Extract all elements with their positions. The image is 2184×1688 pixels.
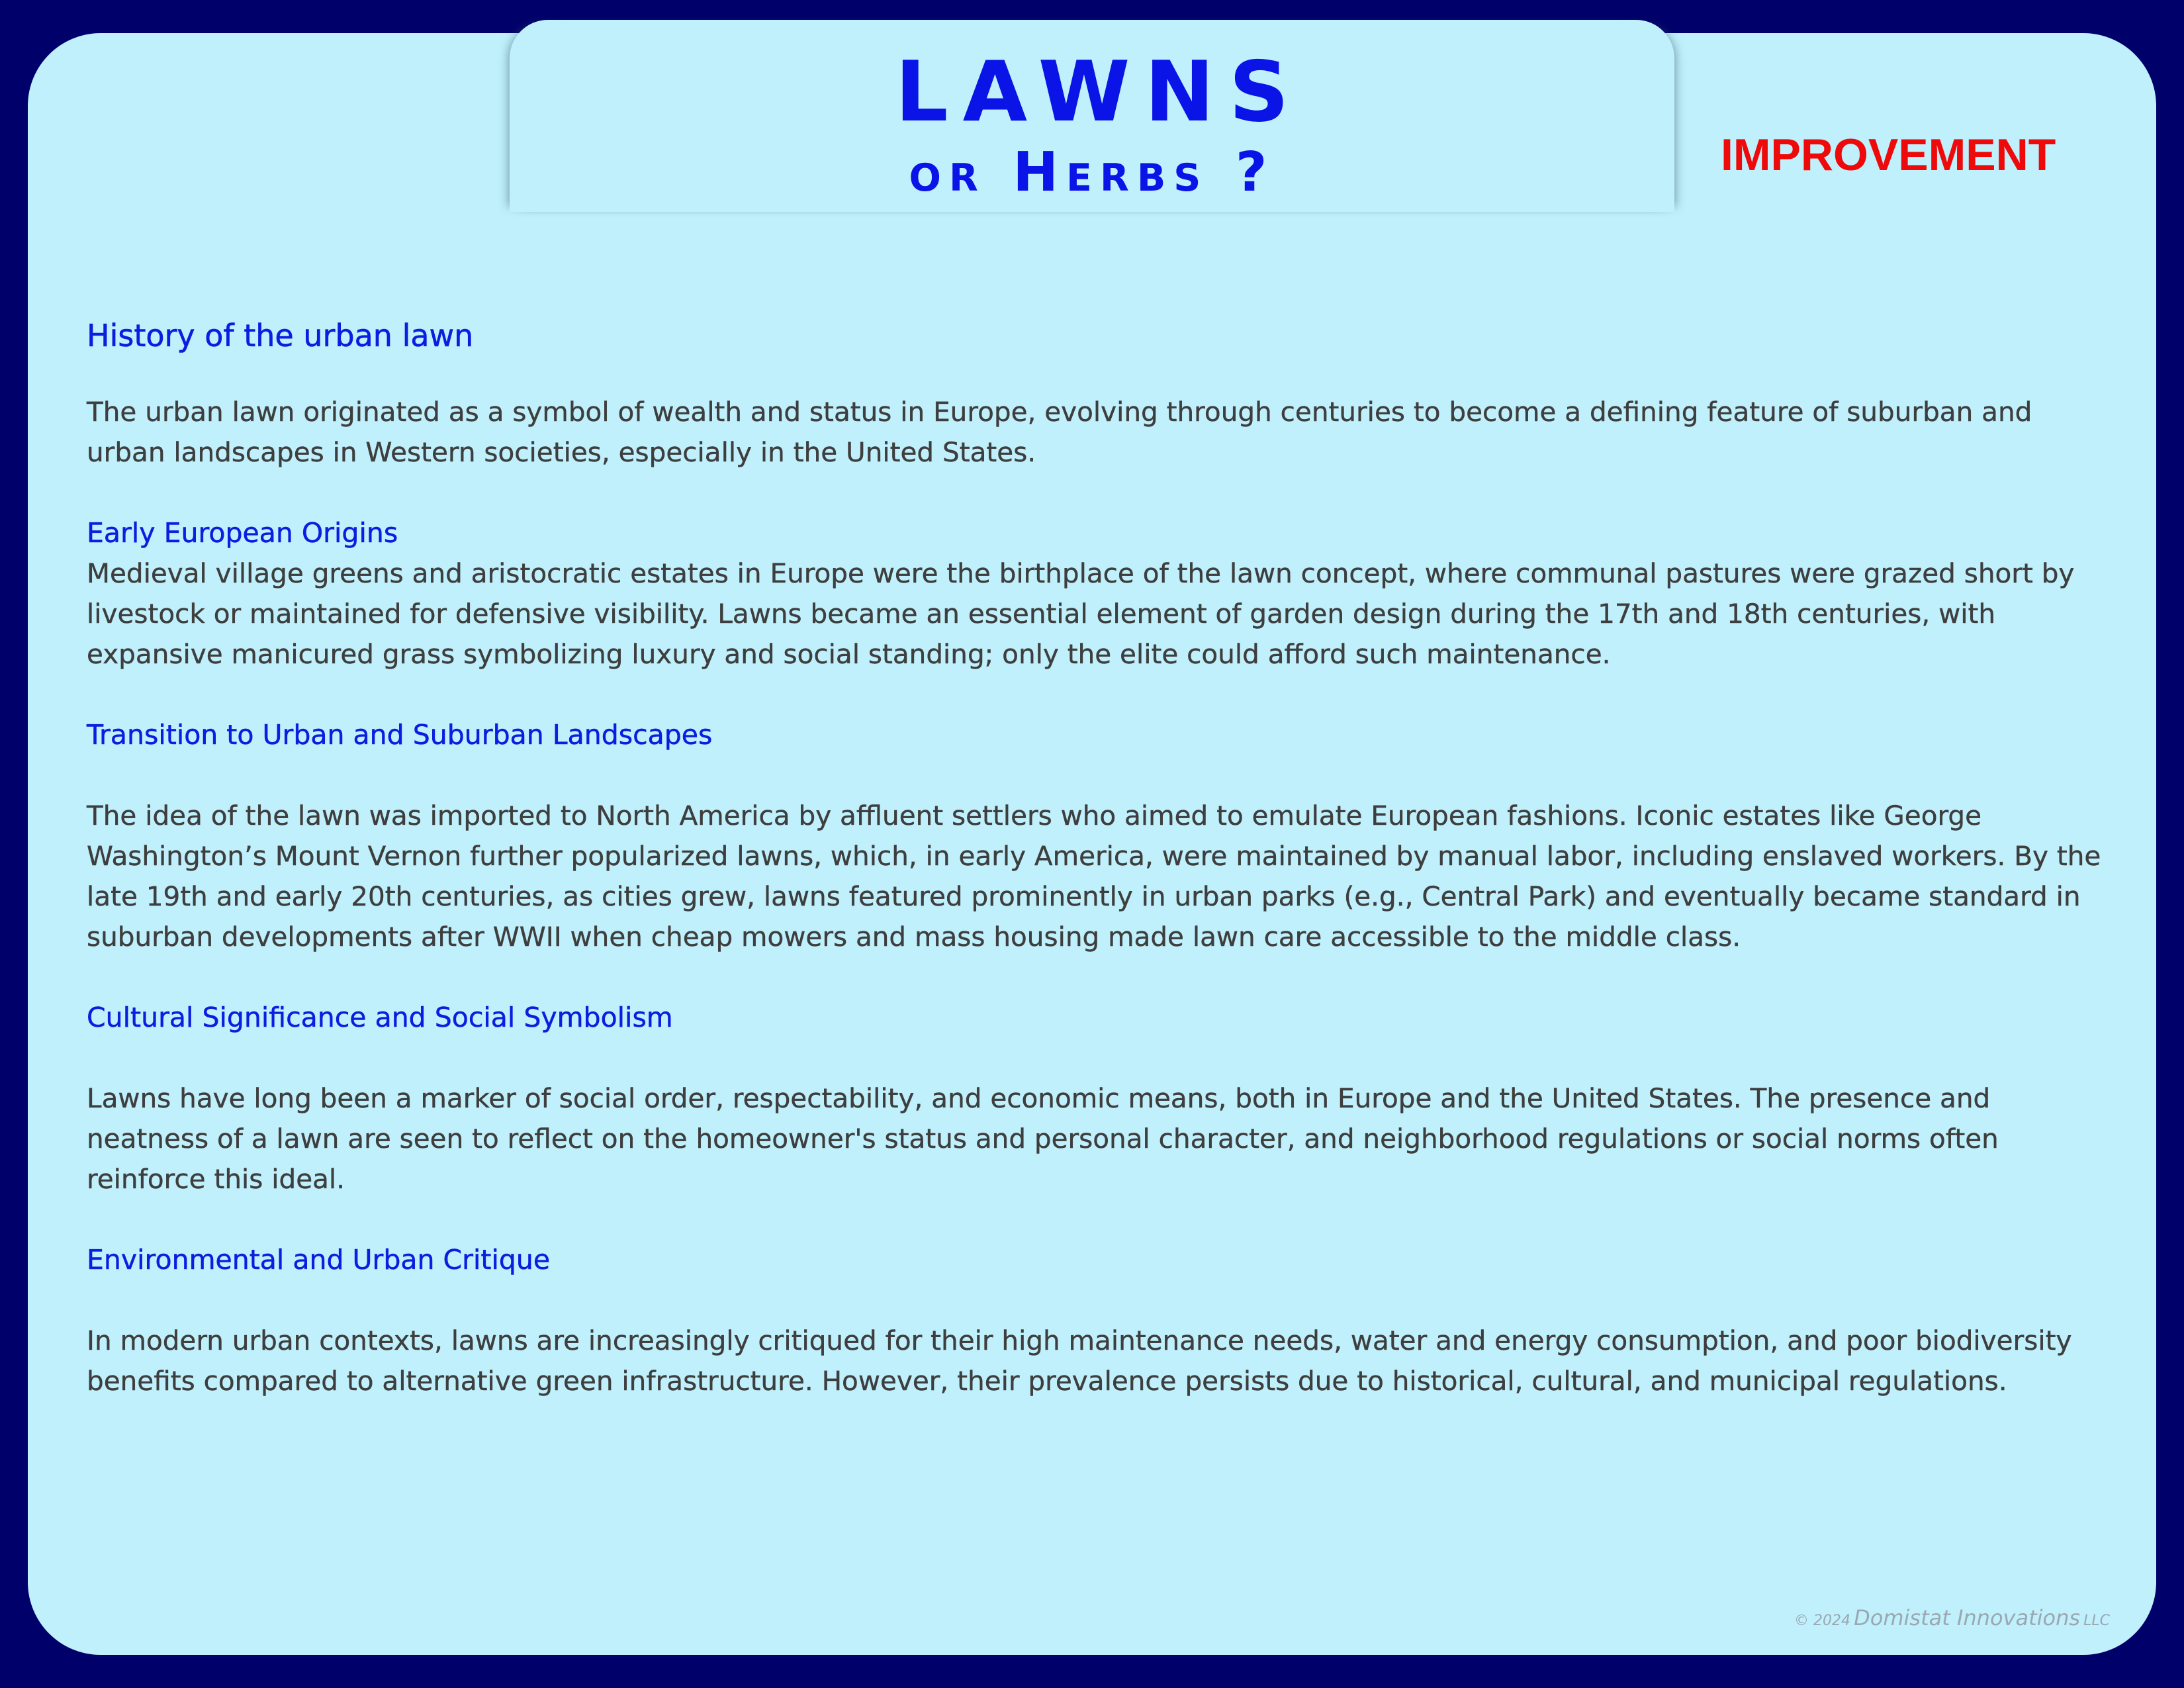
section-body-environmental-critique: In modern urban contexts, lawns are increasingly critiqued for their high maintenance needs, water and energy consumption, and poor biodiversity benefits compared to alternative green infrastructure. However, their prevalence persists due to historical, cultural, and municipal regulations. <box>87 1325 2072 1397</box>
section-title-environmental-critique: Environmental and Urban Critique <box>87 1244 551 1276</box>
section-title-early-european-origins: Early European Origins <box>87 517 398 549</box>
section-title-transition: Transition to Urban and Suburban Landscapes <box>87 719 713 751</box>
company-name: Domistat Innovations <box>1854 1605 2081 1630</box>
title-tab <box>510 20 1674 212</box>
page-subtitle: or Herbs ? <box>909 141 1275 204</box>
article-heading: History of the urban lawn <box>87 318 474 353</box>
page-title: LAWNS <box>895 43 1304 140</box>
article-intro: The urban lawn originated as a symbol of wealth and status in Europe, evolving through centuries to become a defining feature of suburban and urban landscapes in Western societies, especially in the United States. <box>87 396 2032 468</box>
company-suffix: LLC <box>2083 1613 2110 1629</box>
article <box>87 312 2105 1401</box>
section-title-cultural-significance: Cultural Significance and Social Symbolism <box>87 1002 673 1033</box>
copyright-footer <box>1794 1607 2110 1628</box>
section-body-transition: The idea of the lawn was imported to North America by affluent settlers who aimed to emulate European fashions. Iconic estates like George Washington’s Mount Vernon further popularized lawns, which, in early America, were maintained by manual labor, including enslaved workers. By the late 19th and early 20th centuries, as cities grew, lawns featured prominently in urban parks (e.g., Central Park) and eventually became standard in suburban developments after WWII when cheap mowers and mass housing made lawn care accessible to the middle class. <box>87 800 2101 953</box>
section-body-early-european-origins: Medieval village greens and aristocratic estates in Europe were the birthplace of the lawn concept, where communal pastures were grazed short by livestock or maintained for defensive visibility. Lawns became an essential element of garden design during the 17th and 18th centuries, with expansive manicured grass symbolizing luxury and social standing; only the elite could afford such maintenance. <box>87 557 2075 670</box>
improvement-badge: IMPROVEMENT <box>1721 130 2056 180</box>
section-body-cultural-significance: Lawns have long been a marker of social order, respectability, and economic means, both in Europe and the United States. The presence and neatness of a lawn are seen to reflect on the homeowner's status and personal character, and neighborhood regulations or social norms often reinforce this ideal. <box>87 1082 1999 1195</box>
copyright-year: © 2024 <box>1794 1613 1851 1629</box>
